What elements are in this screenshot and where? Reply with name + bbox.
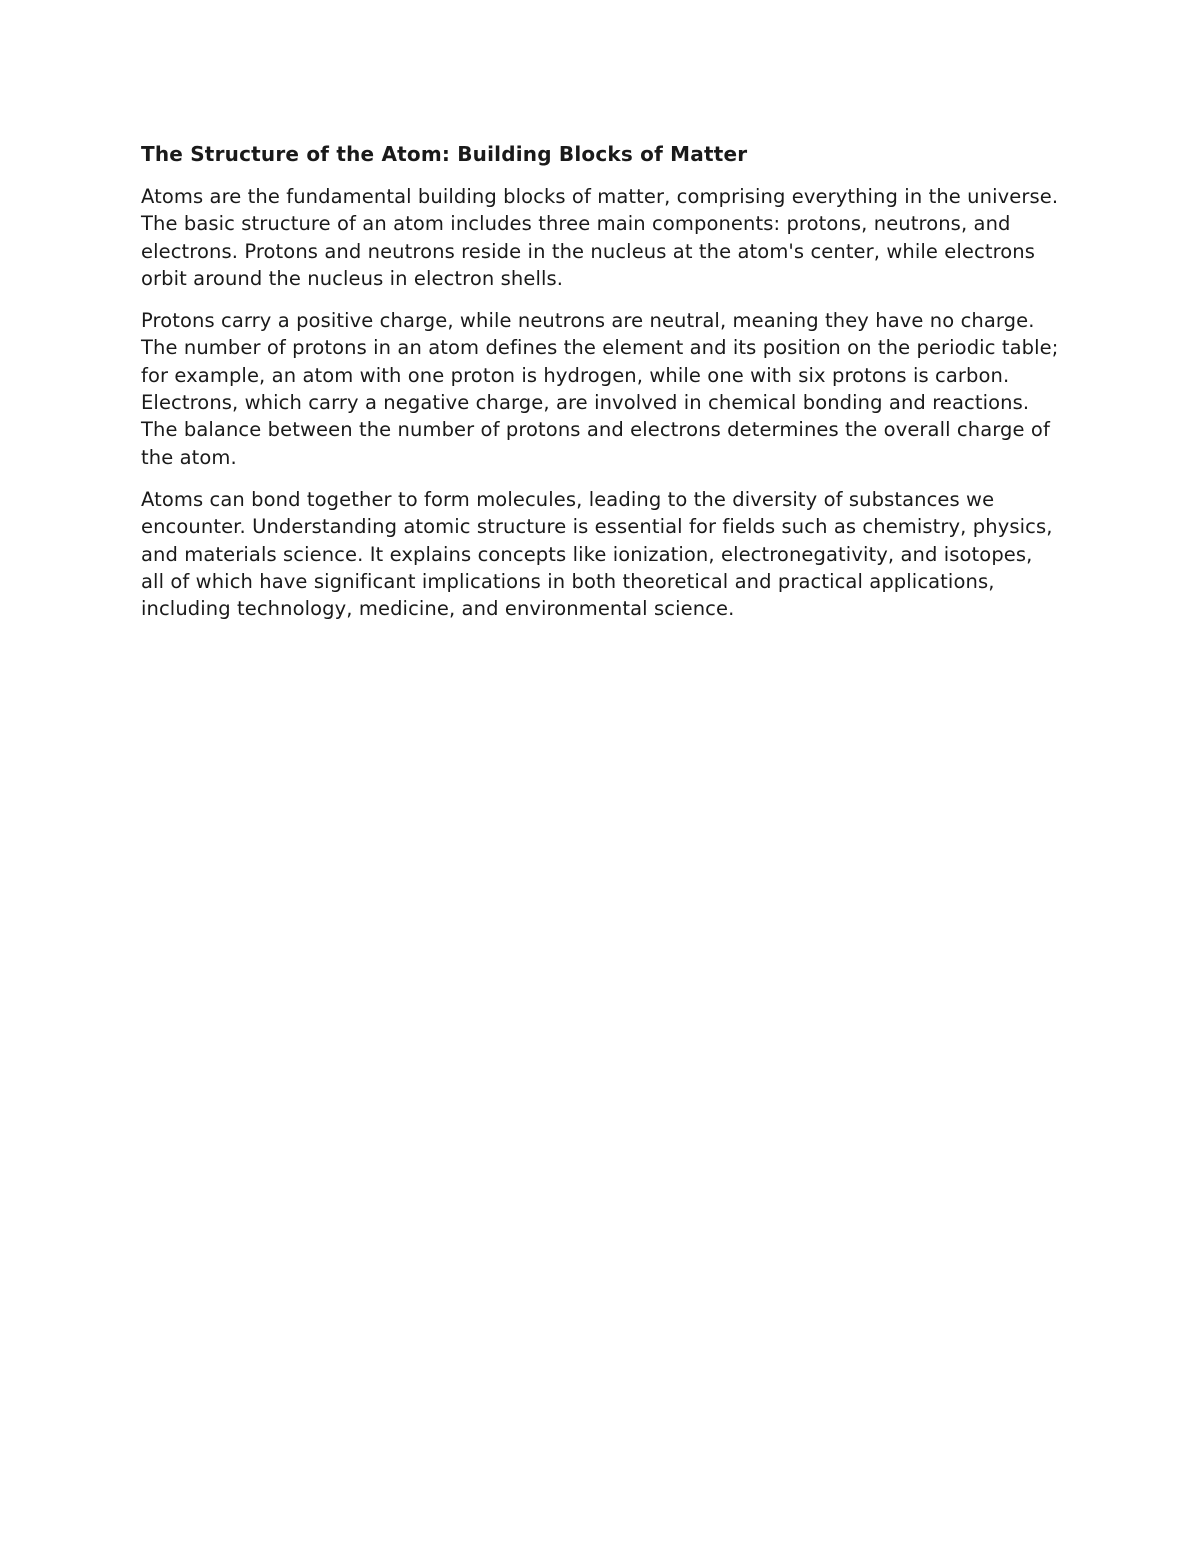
document-paragraph: Protons carry a positive charge, while neutrons are neutral, meaning they have no charge. The number of protons in an atom defines the element and its position on the periodic table; for example, an atom with one proton is hydrogen, while one with six protons is carbon. Electrons, which carry a negative charge, are involved in chemical bonding and reactions. The balance between the number of protons and electrons determines the overall charge of the atom. xyxy=(141,309,1059,469)
document-paragraph: Atoms can bond together to form molecules, leading to the diversity of substances we encounter. Understanding atomic structure is essential for fields such as chemistry, physics, and materials science. It explains concepts like ionization, electronegativity, and isotopes, all of which have significant implications in both theoretical and practical applications, including technology, medicine, and environmental science. xyxy=(141,487,1053,621)
document-title: The Structure of the Atom: Building Blocks of Matter xyxy=(141,142,748,166)
document-paragraph: Atoms are the fundamental building blocks of matter, comprising everything in the universe. The basic structure of an atom includes three main components: protons, neutrons, and electrons. Protons and neutrons reside in the nucleus at the atom's center, while electrons orbit around the nucleus in electron shells. xyxy=(141,185,1059,290)
document-page xyxy=(141,140,1061,637)
